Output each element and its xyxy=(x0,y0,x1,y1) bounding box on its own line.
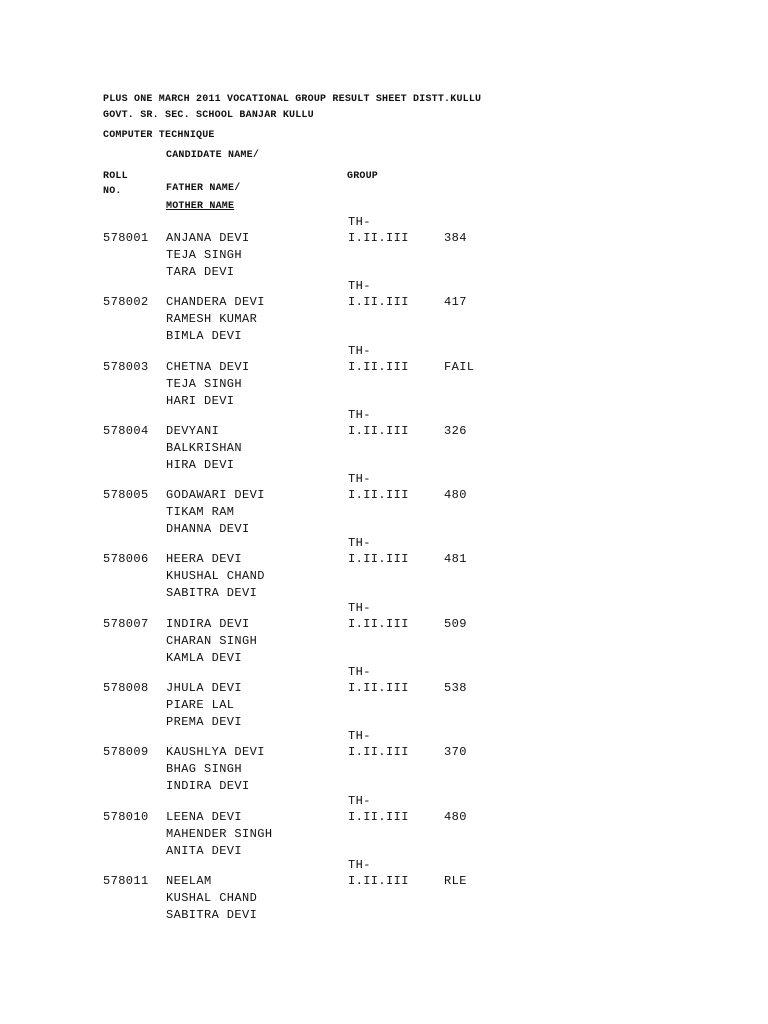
record-row xyxy=(0,407,768,471)
record-result: 509 xyxy=(444,616,467,631)
record-th: TH- xyxy=(348,215,371,229)
record-result: 480 xyxy=(444,488,467,503)
column-header-father-name: FATHER NAME/ xyxy=(166,183,241,194)
record-roll: 578011 xyxy=(103,873,149,888)
record-group: I.II.III xyxy=(348,423,409,438)
record-th: TH- xyxy=(348,793,371,808)
record-row xyxy=(0,600,768,664)
record-father: CHARAN SINGH xyxy=(166,633,258,648)
record-father: PIARE LAL xyxy=(166,698,235,713)
record-group: I.II.III xyxy=(348,231,409,245)
record-row xyxy=(0,535,768,599)
record-result: 326 xyxy=(444,423,467,438)
record-mother: TARA DEVI xyxy=(166,265,235,279)
record-mother: KAMLA DEVI xyxy=(166,650,243,665)
record-th: TH- xyxy=(348,536,371,551)
record-father: MAHENDER SINGH xyxy=(166,826,273,841)
subject-name: COMPUTER TECHNIQUE xyxy=(103,130,215,141)
record-roll: 578005 xyxy=(103,488,149,503)
record-roll: 578009 xyxy=(103,745,149,760)
record-father: KHUSHAL CHAND xyxy=(166,569,265,584)
record-row xyxy=(0,728,768,792)
record-group: I.II.III xyxy=(348,681,409,696)
column-header-roll: ROLL xyxy=(103,171,128,182)
record-mother: HARI DEVI xyxy=(166,393,235,408)
record-result: 480 xyxy=(444,809,467,824)
column-header-mother-name: MOTHER NAME xyxy=(166,201,235,212)
record-result: 538 xyxy=(444,681,467,696)
record-roll: 578010 xyxy=(103,809,149,824)
record-roll: 578001 xyxy=(103,231,149,245)
record-mother: INDIRA DEVI xyxy=(166,779,250,794)
column-header-candidate-name: CANDIDATE NAME/ xyxy=(166,150,260,161)
record-th: TH- xyxy=(348,729,371,744)
record-th: TH- xyxy=(348,407,371,422)
record-th: TH- xyxy=(348,600,371,615)
record-result: 384 xyxy=(444,231,467,245)
school-name: GOVT. SR. SEC. SCHOOL BANJAR KULLU xyxy=(103,110,314,121)
column-header-no: NO. xyxy=(103,186,122,197)
record-th: TH- xyxy=(348,343,371,358)
record-group: I.II.III xyxy=(348,552,409,567)
record-row xyxy=(0,343,768,407)
record-father: TIKAM RAM xyxy=(166,505,235,520)
record-name: INDIRA DEVI xyxy=(166,616,250,631)
record-th: TH- xyxy=(348,665,371,680)
record-group: I.II.III xyxy=(348,295,409,310)
record-roll: 578006 xyxy=(103,552,149,567)
record-group: I.II.III xyxy=(348,359,409,374)
record-roll: 578002 xyxy=(103,295,149,310)
record-mother: BIMLA DEVI xyxy=(166,329,243,344)
record-th: TH- xyxy=(348,279,371,294)
record-name: CHANDERA DEVI xyxy=(166,295,265,310)
record-result: FAIL xyxy=(444,359,475,374)
record-row xyxy=(0,793,768,857)
record-mother: DHANNA DEVI xyxy=(166,522,250,537)
record-father: BHAG SINGH xyxy=(166,762,243,777)
record-name: DEVYANI xyxy=(166,423,220,438)
records-list xyxy=(0,214,768,921)
record-th: TH- xyxy=(348,857,371,872)
record-name: GODAWARI DEVI xyxy=(166,488,265,503)
record-father: RAMESH KUMAR xyxy=(166,312,258,327)
record-name: LEENA DEVI xyxy=(166,809,243,824)
record-roll: 578008 xyxy=(103,681,149,696)
record-name: JHULA DEVI xyxy=(166,681,243,696)
record-mother: SABITRA DEVI xyxy=(166,586,258,601)
record-row xyxy=(0,664,768,728)
record-group: I.II.III xyxy=(348,809,409,824)
record-result: 481 xyxy=(444,552,467,567)
sheet-title: PLUS ONE MARCH 2011 VOCATIONAL GROUP RESULT SHEET DISTT.KULLU xyxy=(103,94,482,105)
record-result: 417 xyxy=(444,295,467,310)
record-mother: HIRA DEVI xyxy=(166,457,235,472)
record-name: HEERA DEVI xyxy=(166,552,243,567)
record-father: KUSHAL CHAND xyxy=(166,890,258,905)
record-row xyxy=(0,214,768,278)
record-group: I.II.III xyxy=(348,616,409,631)
record-result: 370 xyxy=(444,745,467,760)
record-name: ANJANA DEVI xyxy=(166,231,250,245)
record-th: TH- xyxy=(348,472,371,487)
record-row xyxy=(0,471,768,535)
record-father: BALKRISHAN xyxy=(166,440,243,455)
record-group: I.II.III xyxy=(348,488,409,503)
record-roll: 578004 xyxy=(103,423,149,438)
record-row xyxy=(0,857,768,921)
record-row xyxy=(0,278,768,342)
record-father: TEJA SINGH xyxy=(166,376,243,391)
record-roll: 578003 xyxy=(103,359,149,374)
record-name: NEELAM xyxy=(166,873,212,888)
record-group: I.II.III xyxy=(348,745,409,760)
record-father: TEJA SINGH xyxy=(166,248,243,262)
record-mother: PREMA DEVI xyxy=(166,715,243,730)
record-name: CHETNA DEVI xyxy=(166,359,250,374)
record-mother: SABITRA DEVI xyxy=(166,907,258,922)
record-result: RLE xyxy=(444,873,467,888)
record-roll: 578007 xyxy=(103,616,149,631)
record-group: I.II.III xyxy=(348,873,409,888)
record-mother: ANITA DEVI xyxy=(166,843,243,858)
column-header-group: GROUP xyxy=(347,171,379,182)
record-name: KAUSHLYA DEVI xyxy=(166,745,265,760)
